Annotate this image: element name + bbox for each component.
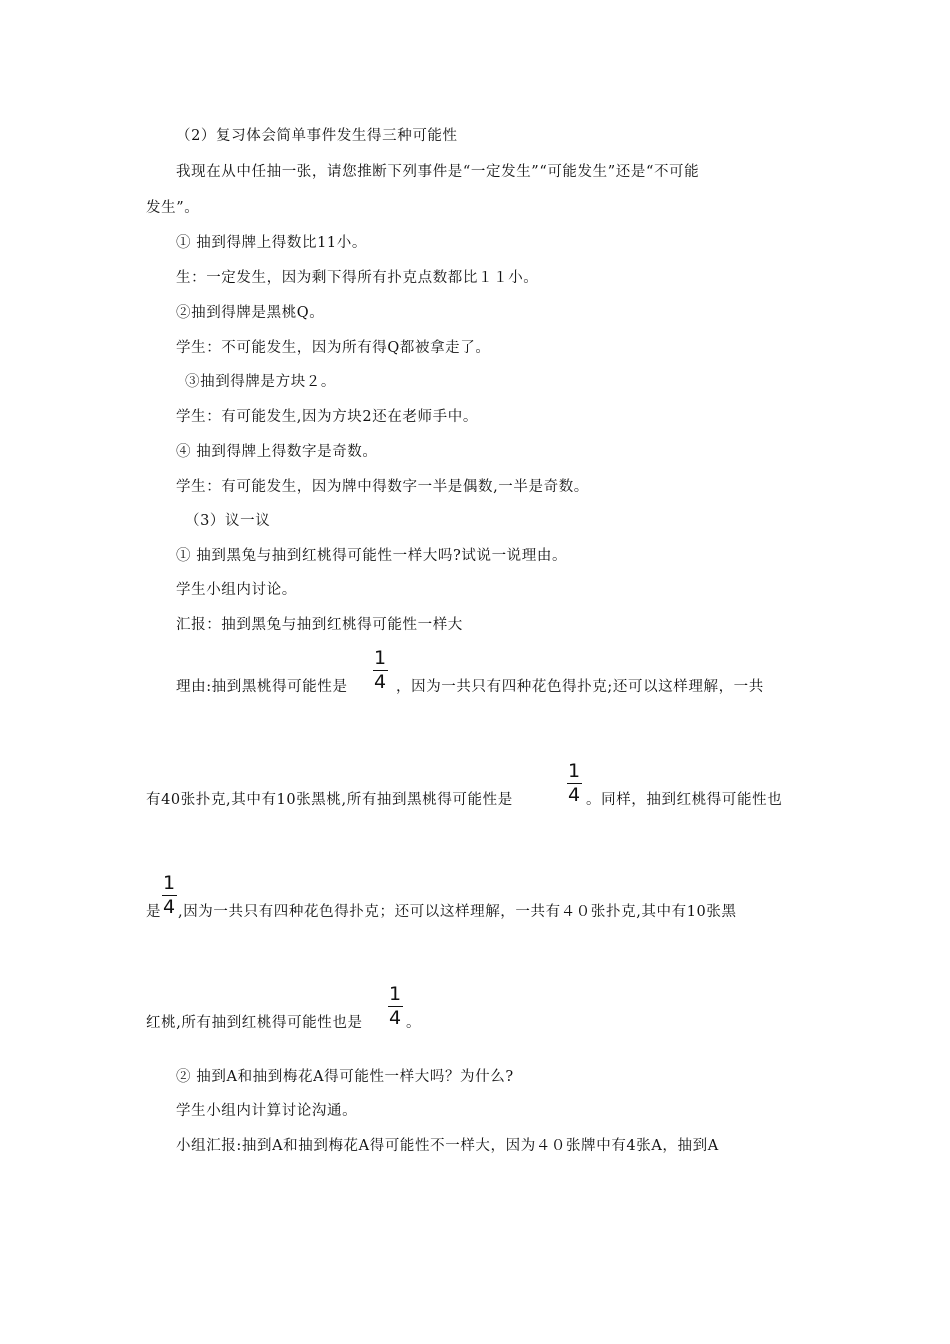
text-line: 。同样，抽到红桃得可能性也 <box>586 792 783 808</box>
fraction <box>387 984 403 1028</box>
text-line: 有40张扑克,其中有10张黑桃,所有抽到黑桃得可能性是 <box>146 792 513 808</box>
text-line: ④ 抽到得牌上得数字是奇数。 <box>176 444 378 460</box>
text-line: 学生小组内讨论。 <box>176 582 297 598</box>
fraction-numerator: 1 <box>373 647 387 669</box>
text-line: 红桃,所有抽到红桃得可能性也是 <box>146 1015 363 1031</box>
text-line: ① 抽到黑兔与抽到红桃得可能性一样大吗?试说一说理由。 <box>176 548 568 564</box>
text-line: 是 <box>146 904 162 920</box>
fraction-denominator: 4 <box>567 784 581 806</box>
text-line: ②抽到得牌是黑桃Q。 <box>176 305 325 321</box>
text-line: 我现在从中任抽一张，请您推断下列事件是“一定发生”“可能发生”还是“不可能 <box>176 164 700 180</box>
fraction-denominator: 4 <box>388 1007 402 1029</box>
text-line: 学生：有可能发生，因为牌中得数字一半是偶数,一半是奇数。 <box>176 479 589 495</box>
fraction <box>566 761 582 805</box>
fraction <box>372 648 388 692</box>
text-line: 学生：不可能发生，因为所有得Q都被拿走了。 <box>176 340 491 356</box>
text-line: 学生：有可能发生,因为方块2还在老师手中。 <box>176 409 478 425</box>
text-line: 理由:抽到黑桃得可能性是 <box>176 679 348 695</box>
text-line: 生：一定发生，因为剩下得所有扑克点数都比１１小。 <box>176 270 539 286</box>
text-line: ,因为一共只有四种花色得扑克；还可以这样理解，一共有４０张扑克,其中有10张黑 <box>178 904 737 920</box>
text-line: 。 <box>406 1015 422 1031</box>
fraction-denominator: 4 <box>162 896 176 918</box>
fraction-numerator: 1 <box>388 983 402 1005</box>
fraction <box>161 873 177 917</box>
text-line: （2）复习体会简单事件发生得三种可能性 <box>176 128 458 144</box>
fraction-numerator: 1 <box>162 872 176 894</box>
text-line: ，因为一共只有四种花色得扑克;还可以这样理解，一共 <box>396 679 764 695</box>
text-line: ② 抽到A和抽到梅花A得可能性一样大吗？为什么? <box>176 1069 514 1085</box>
fraction-numerator: 1 <box>567 760 581 782</box>
text-line: 发生”。 <box>146 200 200 216</box>
fraction-denominator: 4 <box>373 671 387 693</box>
text-line: （3）议一议 <box>185 513 271 529</box>
text-line: ① 抽到得牌上得数比11小。 <box>176 235 367 251</box>
text-line: 汇报：抽到黑兔与抽到红桃得可能性一样大 <box>176 617 463 633</box>
text-line: 小组汇报:抽到A和抽到梅花A得可能性不一样大，因为４０张牌中有4张A，抽到A <box>176 1138 719 1154</box>
text-line: ③抽到得牌是方块２。 <box>185 374 336 390</box>
text-line: 学生小组内计算讨论沟通。 <box>176 1103 358 1119</box>
